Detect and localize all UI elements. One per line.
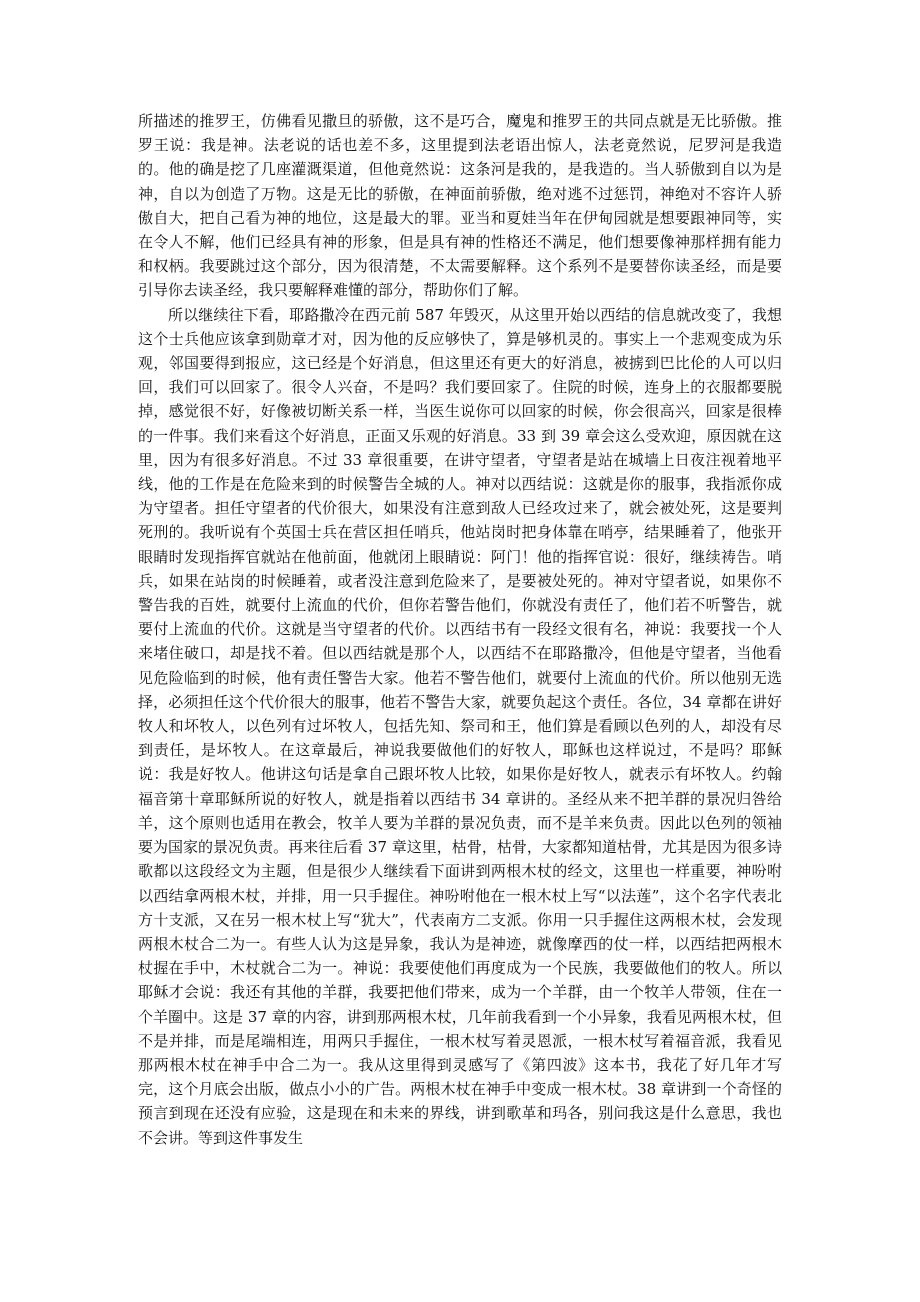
- paragraph-1: 所描述的推罗王，仿佛看见撒旦的骄傲，这不是巧合，魔鬼和推罗王的共同点就是无比骄傲。推罗王说：我是神。法老说的话也差不多，这里提到法老语出惊人，法老竟然说，尼罗河是我造的。他的确是挖了几座灌溉渠道，但他竟然说：这条河是我的，是我造的。当人骄傲到自以为是神，自以为创造了万物。这是无比的骄傲，在神面前骄傲，绝对逃不过惩罚，神绝对不容许人骄傲自大，把自己看为神的地位，这是最大的罪。亚当和夏娃当年在伊甸园就是想要跟神同等，实在令人不解，他们已经具有神的形象，但是具有神的性格还不满足，他们想要像神那样拥有能力和权柄。我要跳过这个部分，因为很清楚，不太需要解释。这个系列不是要替你读圣经，而是要引导你去读圣经，我只要解释难懂的部分，帮助你们了解。: [138, 112, 782, 300]
- paragraph-2: 所以继续往下看，耶路撒冷在西元前 587 年毁灭，从这里开始以西结的信息就改变了，我想这个士兵他应该拿到勋章才对，因为他的反应够快了，算是够机灵的。事实上一个悲观变成为乐观，邻国要得到报应，这已经是个好消息，但这里还有更大的好消息，被掳到巴比伦的人可以归回，我们可以回家了。很令人兴奋，不是吗？我们要回家了。住院的时候，连身上的衣服都要脱掉，感觉很不好，好像被切断关系一样，当医生说你可以回家的时候，你会很高兴，回家是很棒的一件事。我们来看这个好消息，正面又乐观的好消息。33 到 39 章会这么受欢迎，原因就在这里，因为有很多好消息。不过 33 章很重要，在讲守望者，守望者是站在城墙上日夜注视着地平线，他的工作是在危险来到的时候警告全城的人。神对以西结说：这就是你的服事，我指派你成为守望者。担任守望者的代价很大，如果没有注意到敌人已经攻过来了，就会被处死，这是要判死刑的。我听说有个英国士兵在营区担任哨兵，他站岗时把身体靠在哨亭，结果睡着了，他张开眼睛时发现指挥官就站在他前面，他就闭上眼睛说：阿门！他的指挥官说：很好，继续祷告。哨兵，如果在站岗的时候睡着，或者没注意到危险来了，是要被处死的。神对守望者说，如果你不警告我的百姓，就要付上流血的代价，但你若警告他们，你就没有责任了，他们若不听警告，就要付上流血的代价。这就是当守望者的代价。以西结书有一段经文很有名，神说：我要找一个人来堵住破口，却是找不着。但以西结就是那个人，以西结不在耶路撒冷，但他是守望者，当他看见危险临到的时候，他有责任警告大家。他若不警告他们，就要付上流血的代价。所以他别无选择，必须担任这个代价很大的服事，他若不警告大家，就要负起这个责任。各位，34 章都在讲好牧人和坏牧人，以色列有过坏牧人，包括先知、祭司和王，他们算是看顾以色列的人，却没有尽到责任，是坏牧人。在这章最后，神说我要做他们的好牧人，耶稣也这样说过，不是吗？耶稣说：我是好牧人。他讲这句话是拿自己跟坏牧人比较，如果你是好牧人，就表示有坏牧人。约翰福音第十章耶稣所说的好牧人，就是指着以西结书 34 章讲的。圣经从来不把羊群的景况归咎给羊，这个原则也适用在教会，牧羊人要为羊群的景况负责，而不是羊来负责。因此以色列的领袖要为国家的景况负责。再来往后看 37 章这里，枯骨，枯骨，大家都知道枯骨，尤其是因为很多诗歌都以这段经文为主题，但是很少人继续看下面讲到两根木杖的经文，这里也一样重要，神吩咐以西结拿两根木杖，并排，用一只手握住。神吩咐他在一根木杖上写“以法莲”，这个名字代表北方十支派，又在另一根木杖上写“犹大”，代表南方二支派。你用一只手握住这两根木杖，会发现两根木杖合二为一。有些人认为这是异象，我认为是神迹，就像摩西的仗一样，以西结把两根木杖握在手中，木杖就合二为一。神说：我要使他们再度成为一个民族，我要做他们的牧人。所以耶稣才会说：我还有其他的羊群，我要把他们带来，成为一个羊群，由一个牧羊人带领，住在一个羊圈中。这是 37 章的内容，讲到那两根木杖，几年前我看到一个小异象，我看见两根木杖，但不是并排，而是尾端相连，用两只手握住，一根木杖写着灵恩派，一根木杖写着福音派，我看见那两根木杖在神手中合二为一。我从这里得到灵感写了《第四波》这本书，我花了好几年才写完，这个月底会出版，做点小小的广告。两根木杖在神手中变成一根木杖。38 章讲到一个奇怪的预言到现在还没有应验，这是现在和未来的界线，讲到歌革和玛各，别问我这是什么意思，我也不会讲。等到这件事发生: [138, 305, 782, 1147]
- document-page: [138, 109, 782, 1150]
